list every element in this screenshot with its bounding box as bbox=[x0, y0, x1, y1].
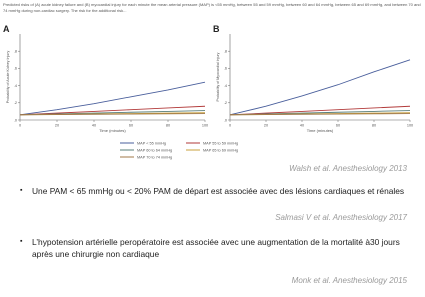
y-tick-label: .4 bbox=[223, 83, 227, 88]
y-tick-label: .6 bbox=[223, 66, 227, 71]
y-tick-label: .2 bbox=[223, 101, 227, 106]
y-tick-label: .0 bbox=[13, 118, 17, 123]
legend-label-4: MAP 65 to 69 mmHg bbox=[203, 148, 239, 153]
y-tick-label: .8 bbox=[223, 49, 227, 54]
bullet-item-1 bbox=[20, 185, 412, 197]
y-axis-label: Probability of Acute Kidney Injury bbox=[6, 50, 10, 104]
chart-legend bbox=[120, 141, 238, 159]
bullet-text-1: Une PAM < 65 mmHg ou < 20% PAM de départ est associée avec des lésions cardiaques et rénales bbox=[32, 186, 405, 196]
x-axis-label: Time (minutes) bbox=[99, 128, 126, 133]
x-tick-label: 20 bbox=[263, 123, 269, 128]
x-tick-label: 80 bbox=[165, 123, 171, 128]
y-axis-label: Probability of Myocardial Injury bbox=[216, 52, 220, 102]
chart-figure bbox=[0, 22, 425, 182]
x-tick-label: 80 bbox=[371, 123, 377, 128]
x-tick-label: 60 bbox=[128, 123, 134, 128]
x-tick-label: 0 bbox=[18, 123, 22, 128]
x-tick-label: 60 bbox=[335, 123, 341, 128]
legend-label-1: MAP < 55 mmHg bbox=[137, 141, 166, 146]
y-tick-label: .4 bbox=[13, 83, 17, 88]
panel-letter: A bbox=[3, 24, 10, 34]
legend-label-3: MAP 60 to 64 mmHg bbox=[137, 148, 173, 153]
bullet-marker: ▪ bbox=[20, 187, 23, 194]
bullet-text-2: L’hypotension artérielle peropératoire est associée avec une augmentation de la mortalité à30 jours après une chirurgie non cardiaque bbox=[32, 237, 400, 259]
reference-salmasi: Salmasi V et al. Anesthesiology 2017 bbox=[275, 213, 407, 222]
x-tick-label: 40 bbox=[299, 123, 305, 128]
y-tick-label: .2 bbox=[13, 101, 17, 106]
figure-caption: Predicted risks of (A) acute kidney failure and (B) myocardial injury for each minute the mean arterial pressure (MAP) is <55 mmHg, between 55 and 59 mmHg, between 60 and 64 mmHg, between 65 and 69 mmHg, and between 70 and 74 mmHg during non-cardiac surgery. The risk for the additional risk... bbox=[3, 2, 421, 13]
legend-label-5: MAP 70 to 74 mmHg bbox=[137, 155, 173, 160]
x-tick-label: 100 bbox=[201, 123, 209, 128]
series-line-1 bbox=[20, 82, 205, 115]
panel-letter: B bbox=[213, 24, 220, 34]
chart-panel-b bbox=[213, 24, 413, 133]
x-axis-label: Time (minutes) bbox=[306, 128, 334, 133]
legend-label-2: MAP 55 to 59 mmHg bbox=[203, 141, 239, 146]
reference-monk: Monk et al. Anesthesiology 2015 bbox=[291, 276, 407, 285]
reference-walsh: Walsh et al. Anesthesiology 2013 bbox=[289, 164, 407, 173]
y-tick-label: .0 bbox=[223, 118, 227, 123]
y-tick-label: .8 bbox=[13, 49, 17, 54]
bullet-marker: ▪ bbox=[20, 238, 23, 245]
x-tick-label: 20 bbox=[54, 123, 60, 128]
x-tick-label: 100 bbox=[406, 123, 414, 128]
y-tick-label: .6 bbox=[13, 66, 17, 71]
x-tick-label: 0 bbox=[228, 123, 232, 128]
series-line-1 bbox=[230, 60, 410, 115]
chart-panel-a bbox=[3, 24, 208, 133]
x-tick-label: 40 bbox=[91, 123, 97, 128]
bullet-item-2 bbox=[20, 236, 412, 260]
